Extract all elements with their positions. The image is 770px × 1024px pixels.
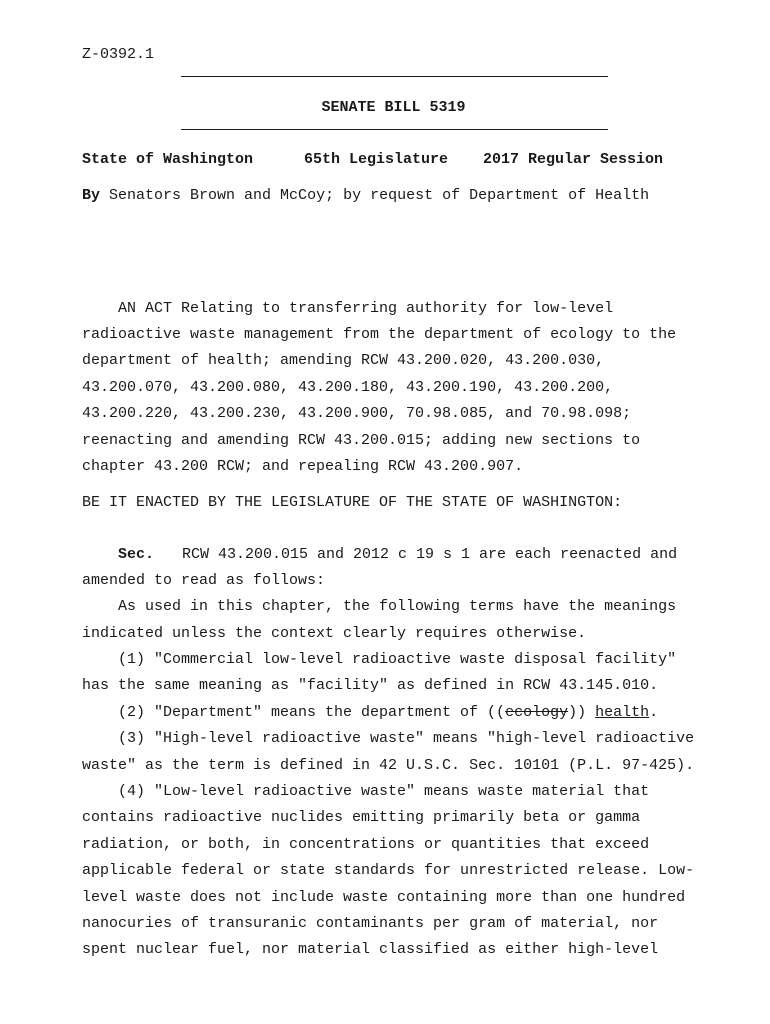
section-line: indicated unless the context clearly requires otherwise.	[82, 625, 587, 642]
act-line: 43.200.070, 43.200.080, 43.200.180, 43.200.190, 43.200.200,	[82, 379, 614, 396]
act-line: radioactive waste management from the department of ecology to the	[82, 326, 677, 343]
title-rule-top	[181, 76, 608, 77]
section-line: amended to read as follows:	[82, 572, 326, 589]
act-line: 43.200.220, 43.200.230, 43.200.900, 70.98.085, and 70.98.098;	[82, 405, 632, 422]
enacting-clause: BE IT ENACTED BY THE LEGISLATURE OF THE STATE OF WASHINGTON:	[82, 494, 623, 511]
definition-line: radiation, or both, in concentrations or quantities that exceed	[82, 836, 650, 853]
session-name: 2017 Regular Session	[483, 151, 664, 168]
definition-line: (3) "High-level radioactive waste" means "high-level radioactive	[118, 730, 695, 747]
struck-text: ecology	[505, 704, 569, 721]
bill-title: SENATE BILL 5319	[321, 99, 466, 116]
definition-line: (1) "Commercial low-level radioactive waste disposal facility"	[118, 651, 677, 668]
definition-mid: ))	[568, 704, 596, 721]
definition-line: (4) "Low-level radioactive waste" means waste material that	[118, 783, 650, 800]
by-label: By	[82, 187, 101, 204]
definition-suffix: .	[649, 704, 659, 721]
document-code: Z-0392.1	[82, 46, 155, 63]
act-line: reenacting and amending RCW 43.200.015; adding new sections to	[82, 432, 641, 449]
legislature-number: 65th Legislature	[304, 151, 449, 168]
section-heading-text: RCW 43.200.015 and 2012 c 19 s 1 are each reenacted and	[182, 546, 678, 563]
definition-department	[118, 704, 658, 722]
definition-line: spent nuclear fuel, nor material classified as either high-level	[82, 941, 659, 958]
state-name: State of Washington	[82, 151, 254, 168]
sponsors: Senators Brown and McCoy; by request of Department of Health	[109, 187, 650, 204]
definition-prefix: (2) "Department" means the department of ((	[118, 704, 506, 721]
definition-line: contains radioactive nuclides emitting primarily beta or gamma	[82, 809, 641, 826]
sponsor-line	[82, 187, 649, 205]
definition-line: nanocuries of transuranic contaminants per gram of material, nor	[82, 915, 659, 932]
section-label: Sec.	[118, 546, 155, 563]
section-line: As used in this chapter, the following terms have the meanings	[118, 598, 677, 615]
definition-line: waste" as the term is defined in 42 U.S.C. Sec. 10101 (P.L. 97-425).	[82, 757, 695, 774]
act-line: AN ACT Relating to transferring authority for low-level	[118, 300, 614, 317]
act-line: department of health; amending RCW 43.200.020, 43.200.030,	[82, 352, 605, 369]
act-line: chapter 43.200 RCW; and repealing RCW 43.200.907.	[82, 458, 524, 475]
added-text: health	[595, 704, 650, 721]
title-rule-bottom	[181, 129, 608, 130]
definition-line: has the same meaning as "facility" as defined in RCW 43.145.010.	[82, 677, 659, 694]
definition-line: level waste does not include waste containing more than one hundred	[82, 889, 686, 906]
definition-line: applicable federal or state standards for unrestricted release. Low-	[82, 862, 695, 879]
